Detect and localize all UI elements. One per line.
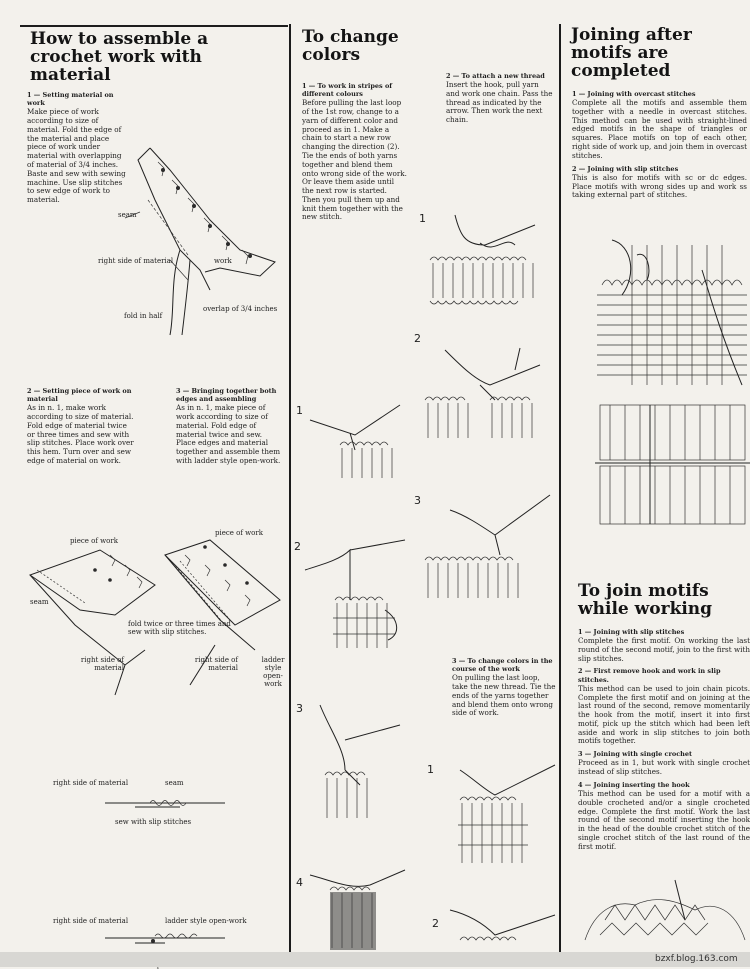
col3-s2-heading: 2 — Joining with slip stitches [572,164,679,173]
fig2-fold-label: fold twice or three times and sew with slip stitches. [128,620,231,637]
swatch-attach-thread-2 [420,340,550,450]
top-left-rule [20,25,288,27]
fig3-sew-label: sew with slip stitches [115,818,192,826]
step-number: 2 [294,540,301,553]
col3-title: Joining after motifs are completed [571,25,692,81]
step-number: 3 [296,702,303,715]
col3-j3-heading: 3 — Joining with single crochet [578,750,693,759]
col1-s3-text: As in n. 1, make piece of work according to size of material. Fold edge of material twice and sew. Place edges and material together and assemble them with ladder style open-work. [176,403,281,465]
fig3-right-side-label: right side of material [53,779,129,787]
motif-overcast-illustration [592,225,750,390]
swatch-attach-thread-1 [425,215,555,310]
swatch-stripes-4 [300,870,410,952]
figure-seam-slip-stitch [105,795,235,815]
fig1-overlap-label: overlap of 3/4 inches [203,305,278,313]
fig2-seam-label: seam [30,598,49,606]
fig1-right-side-label: right side of material [98,257,174,265]
motif-join-illustration [575,880,750,952]
fig2-ladder-label: ladder style open-work [261,656,285,689]
col2-section-2 [446,72,554,125]
col1-s1-text: Make piece of work according to size of material. Fold the edge of the material and place piece of work under material with overlapping of material of 3/4 inches. Baste and sew with sewing machine. Use slip stitches to sew edge of work to material. [27,107,126,205]
col2-s1-heading: 1 — To work in stripes of different colours [302,82,393,99]
col3-j3-text: Proceed as in 1, but work with single crochet instead of slip stitches. [578,758,750,777]
col3-j4-text: This method can be used for a motif with a double crocheted and/or a single crocheted edge. Complete the first motif. Work the last round of the second motif inserting the hook in the head of the double crochet stitch of the single crochet stitch of the last round of the first motif. [578,789,750,851]
col3-join-while-working [578,628,750,851]
fig1-seam-label: seam [118,211,137,219]
footer-bar [0,952,750,967]
fig1-fold-half-label: fold in half [124,312,163,320]
col1-s2-text: As in n. 1, make work according to size of material. Fold edge of material twice or three times and sew with slip stitches. Place work over this hem. Turn over and sew edge of material on work. [27,403,134,465]
fig4-ladder-label: ladder style open-work [165,917,247,925]
col1-title: How to assemble a crochet work with material [30,29,209,85]
swatch-attach-thread-3 [420,495,555,615]
step-number: 2 [414,332,421,345]
step-number: 1 [419,212,426,225]
fig2-piece-left-label: piece of work [70,537,118,545]
col3-j2-heading: 2 — First remove hook and work in slip stitches. [578,667,721,684]
fig2-right-right-label: right side of material [194,656,238,673]
swatch-change-color-2 [440,905,560,952]
col1-s1-heading: 1 — Setting material on work [27,91,114,108]
step-number: 4 [296,876,303,889]
fig1-work-label: work [214,257,232,265]
swatch-stripes-1 [300,395,410,495]
col3-j4-heading: 4 — Joining inserting the hook [578,780,690,789]
col2-s2-text: Insert the hook, pull yarn and work one chain. Pass the thread as indicated by the arrow. Then work the next chain. [446,80,553,125]
col3-s1-text: Complete all the motifs and assemble them together with a needle in overcast stitches. This method can be used with straight-lined edged motifs in the shape of triangles or squares. Place motifs on top of each other, right side of work up, and join them in overcast stitches. [572,98,747,160]
fig4-right-side-label: right side of material [53,917,129,925]
col3-j1-heading: 1 — Joining with slip stitches [578,628,685,636]
col2-s3-heading: 3 — To change colors in the course of the work [452,657,553,674]
col2-s2-heading: 2 — To attach a new thread [446,72,545,80]
step-number: 1 [296,404,303,417]
figure-ladder-openwork [105,930,235,948]
col3-title-2: To join motifs while working [578,581,713,619]
step-number: 2 [432,917,439,930]
col3-section-1 [572,90,747,200]
fig2-right-left-label: right side of material [80,656,124,673]
col2-section-1 [302,82,407,222]
col1-section-2 [27,387,135,466]
col3-j2-text: This method can be used to join chain picots. Complete the first motif and on joining at the last round of the second, remove momentarily the hook from the motif, insert it into first motif, pick up the stitch which had been left aside and work in slip stitches to join both motifs together. [578,683,750,746]
watermark: bzxf.blog.163.com [655,954,738,964]
col2-s3-text: On pulling the last loop, take the new thread. Tie the ends of the yarns together and blend them onto wrong side of work. [452,673,556,718]
swatch-stripes-3 [300,700,410,820]
col3-s2-text: This is also for motifs with sc or dc edges. Place motifs with wrong sides up and work ss taking external part of stitches. [572,172,747,200]
col2-title: To change colors [302,27,399,65]
step-number: 1 [427,763,434,776]
swatch-stripes-2 [300,540,410,660]
col1-s3-heading: 3 — Bringing together both edges and assembling [176,387,277,404]
col3-j1-text: Complete the first motif. On working the last round of the second motif, join to the first with slip stitches. [578,636,750,663]
col2-section-3 [452,657,557,718]
swatch-change-color-1 [440,750,560,880]
fig2-piece-right-label: piece of work [215,529,263,537]
step-number: 3 [414,494,421,507]
motif-slipstitch-illustration [595,400,750,530]
col1-s2-heading: 2 — Setting piece of work on material [27,387,132,404]
col1-section-3 [176,387,284,466]
fig3-seam-label: seam [165,779,184,787]
col3-s1-heading: 1 — Joining with overcast stitches [572,90,696,98]
col2-s1-text: Before pulling the last loop of the 1st row, change to a yarn of different color and proceed as in 1. Make a chain to start a new row changing the direction (2). Tie the ends of both yarns together and blend them onto wrong side of the work. Or leave them aside until the next row is started. Then you pull them up and knit them together with the new stitch. [302,98,407,222]
